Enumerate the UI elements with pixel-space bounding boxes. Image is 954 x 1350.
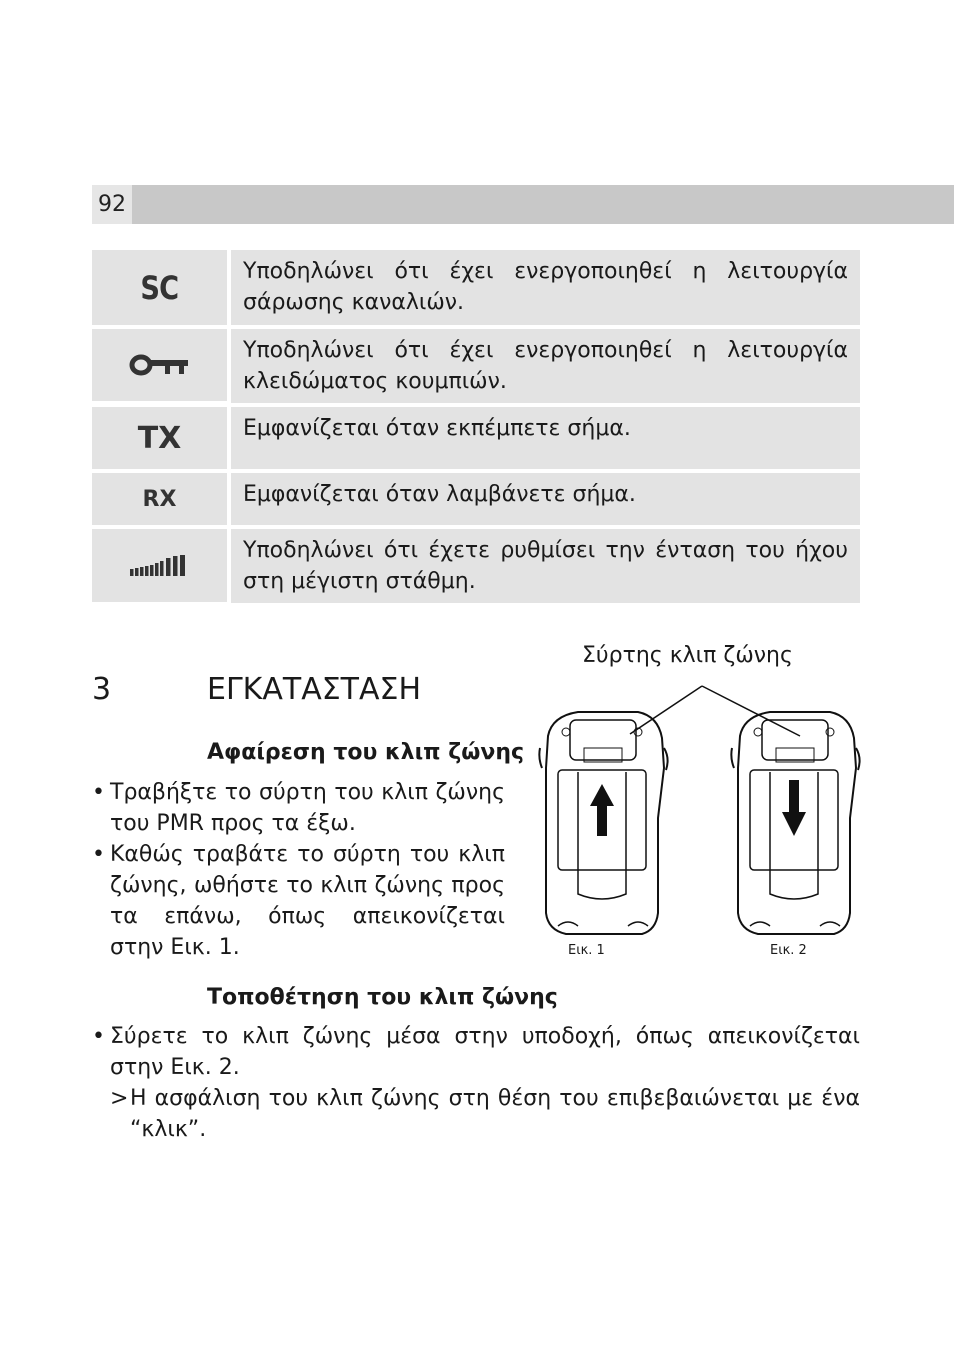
table-row xyxy=(92,329,860,403)
list-item: • Καθώς τραβάτε το σύρτη του κλιπ ζώνης, ωθήστε το κλιπ ζώνης προς τα επάνω, όπως απεικονίζεται στην Εικ. 1. xyxy=(92,842,505,960)
table-cell-description: Εμφανίζεται όταν εκπέμπετε σήμα. xyxy=(231,407,860,469)
volume-bars-icon xyxy=(92,529,227,602)
section-title: ΕΓΚΑΤΑΣΤΑΣΗ xyxy=(207,672,422,707)
page-number: 92 xyxy=(92,185,132,224)
table-cell-description: Υποδηλώνει ότι έχετε ρυθμίσει την ένταση του ήχου στη μέγιστη στάθμη. xyxy=(231,529,860,603)
table-cell-description: Υποδηλώνει ότι έχει ενεργοποιηθεί η λειτουργία κλειδώματος κουμπιών. xyxy=(231,329,860,403)
receive-icon: RX xyxy=(92,473,227,525)
scan-icon: SC xyxy=(92,250,227,325)
figure-caption-1: Εικ. 1 xyxy=(568,943,605,958)
list-item: • Τραβήξτε το σύρτη του κλιπ ζώνης του PMR προς τα έξω. xyxy=(92,780,505,836)
belt-clip-figure xyxy=(530,670,870,940)
removal-list xyxy=(92,777,505,963)
figure-callout: Σύρτης κλιπ ζώνης xyxy=(582,643,793,668)
device-figure-1 xyxy=(539,712,667,934)
figure-caption-2: Εικ. 2 xyxy=(770,943,807,958)
transmit-icon: TX xyxy=(92,407,227,469)
table-row xyxy=(92,407,860,469)
page-header-bar xyxy=(92,185,954,224)
table-cell-description: Υποδηλώνει ότι έχει ενεργοποιηθεί η λειτουργία σάρωσης καναλιών. xyxy=(231,250,860,325)
device-figure-2 xyxy=(731,712,859,934)
section-number: 3 xyxy=(92,672,112,707)
list-item: • Σύρετε το κλιπ ζώνης μέσα στην υποδοχή, όπως απεικονίζεται στην Εικ. 2. xyxy=(92,1024,860,1080)
installation-heading: Τοποθέτηση του κλιπ ζώνης xyxy=(207,985,558,1010)
key-lock-icon xyxy=(92,329,227,401)
list-sub-item: > Η ασφάλιση του κλιπ ζώνης στη θέση του επιβεβαιώνεται με ένα “κλικ”. xyxy=(110,1086,860,1142)
icon-table xyxy=(92,250,860,607)
installation-list xyxy=(92,1021,860,1145)
table-row xyxy=(92,529,860,603)
table-row xyxy=(92,473,860,525)
removal-heading: Αφαίρεση του κλιπ ζώνης xyxy=(207,740,525,765)
table-row xyxy=(92,250,860,325)
table-cell-description: Εμφανίζεται όταν λαμβάνετε σήμα. xyxy=(231,473,860,525)
